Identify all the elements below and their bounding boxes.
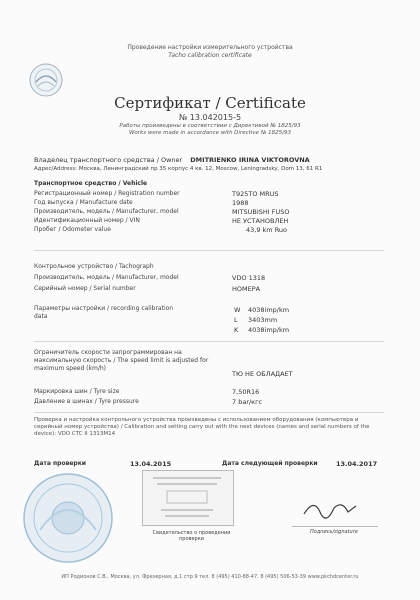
param-value: 4038imp/km <box>248 306 290 314</box>
param-value: 4038imp/km <box>248 326 290 334</box>
device-row-value: VDO 1318 <box>232 274 266 282</box>
device-section-label: Контрольное устройство / Tachograph <box>34 263 154 270</box>
tyre-row-label: Давление в шинах / Tyre pressure <box>34 398 139 405</box>
next-check-date-value: 13.04.2017 <box>336 460 378 468</box>
stamp-markings-icon <box>143 471 231 523</box>
owner-row <box>34 156 310 164</box>
tyre-row-label: Маркировка шин / Tyre size <box>34 388 120 395</box>
vehicle-section-label: Транспортное средство / Vehicle <box>34 180 148 187</box>
check-date-label: Дата проверки <box>34 460 87 467</box>
speed-limiter-label: Ограничитель скорости запрограммирован на максимальную скорость / The speed limit is adjusted for maximum speed (km/h) <box>34 349 209 372</box>
vehicle-row-value: НЕ УСТАНОВЛЕН <box>232 217 289 225</box>
tyre-row-value: 7 bar/кгс <box>232 398 263 406</box>
vehicle-row-label: Пробег / Odometer value <box>34 226 111 233</box>
header-block <box>0 44 420 60</box>
device-row-label: Производитель, модель / Manufacturer, model <box>34 274 179 281</box>
vehicle-row-value: T925TO MRUS <box>232 190 279 198</box>
header-line-2: Tacho calibration certificate <box>168 52 252 59</box>
vehicle-row-label: Регистрационный номер / Registration number <box>34 190 180 197</box>
divider <box>34 412 384 413</box>
vehicle-row-value: MITSUBISHI FUSO <box>232 208 290 216</box>
header-line-1: Проведение настройки измерительного устройства <box>127 44 293 51</box>
param-key: W <box>234 306 241 314</box>
vehicle-row-label: Производитель, модель / Manufacturer, model <box>34 208 179 215</box>
company-logo-icon <box>28 62 64 98</box>
certificate-title: Сертификат / Certificate <box>114 94 306 112</box>
footer-contacts: ИП Родионов С.В., Москва, ул. Фрезерная, д.1 стр.9 тел. 8 (495) 410-88-47, 8 (495) 506-53-39 www.pkchdcenter.ru <box>61 574 359 580</box>
calibration-params-label: Параметры настройки / recording calibration data <box>34 305 174 320</box>
round-seal-icon <box>20 470 116 566</box>
rectangular-stamp <box>142 470 234 526</box>
calibration-statement: Проверка и настройка контрольного устройства произведены с использованием оборудования (компьютера и серийный номер устройства) / Calibration and setting carry out with the next devices (names and serial numbers of the device): VDO CTC II 1313M14 <box>34 417 370 437</box>
certificate-subtitle <box>0 123 420 137</box>
next-check-date-label: Дата следующей проверки <box>222 460 318 467</box>
vehicle-row-value: 1988 <box>232 199 249 207</box>
device-row-value: НОМЕРА <box>232 285 261 293</box>
vehicle-row-value: 43,9 km Ruo <box>246 226 288 234</box>
param-value: 3403mm <box>248 316 278 324</box>
certificate-number: № 13.042015-5 <box>178 113 242 122</box>
divider <box>34 341 384 342</box>
owner-name: DMITRIENKO IRINA VIKTOROVNA <box>190 156 310 164</box>
subtitle-ru: Работы произведены в соответствии с Директивой № 1825/93 <box>119 123 301 129</box>
owner-label: Владелец транспортного средства / Owner <box>34 156 183 164</box>
vehicle-row-label: Идентификационный номер / VIN <box>34 217 140 224</box>
signature-label: Подпись/signature <box>310 529 358 535</box>
param-key: L <box>234 316 238 324</box>
speed-limiter-value: ТЮ НЕ ОБЛАДАЕТ <box>232 370 293 378</box>
subtitle-en: Works were made in accordance with Directive № 1825/93 <box>128 130 292 136</box>
divider <box>34 250 384 251</box>
param-key: K <box>234 326 239 334</box>
signature-line <box>292 526 378 527</box>
stamp-caption: Свидетельство о проведении проверки <box>152 530 231 542</box>
owner-address: Адрес/Address: Москва, Ленинградский пр 35 корпус 4 кв. 12, Moscow, Leningradsky, Dom 13, 61 R1 <box>34 166 323 172</box>
check-date-value: 13.04.2015 <box>130 460 172 468</box>
vehicle-row-label: Год выпуска / Manufacture date <box>34 199 133 206</box>
tyre-row-value: 7,50R16 <box>232 388 260 396</box>
signature-icon <box>300 494 360 524</box>
device-row-label: Серийный номер / Serial number <box>34 285 136 292</box>
